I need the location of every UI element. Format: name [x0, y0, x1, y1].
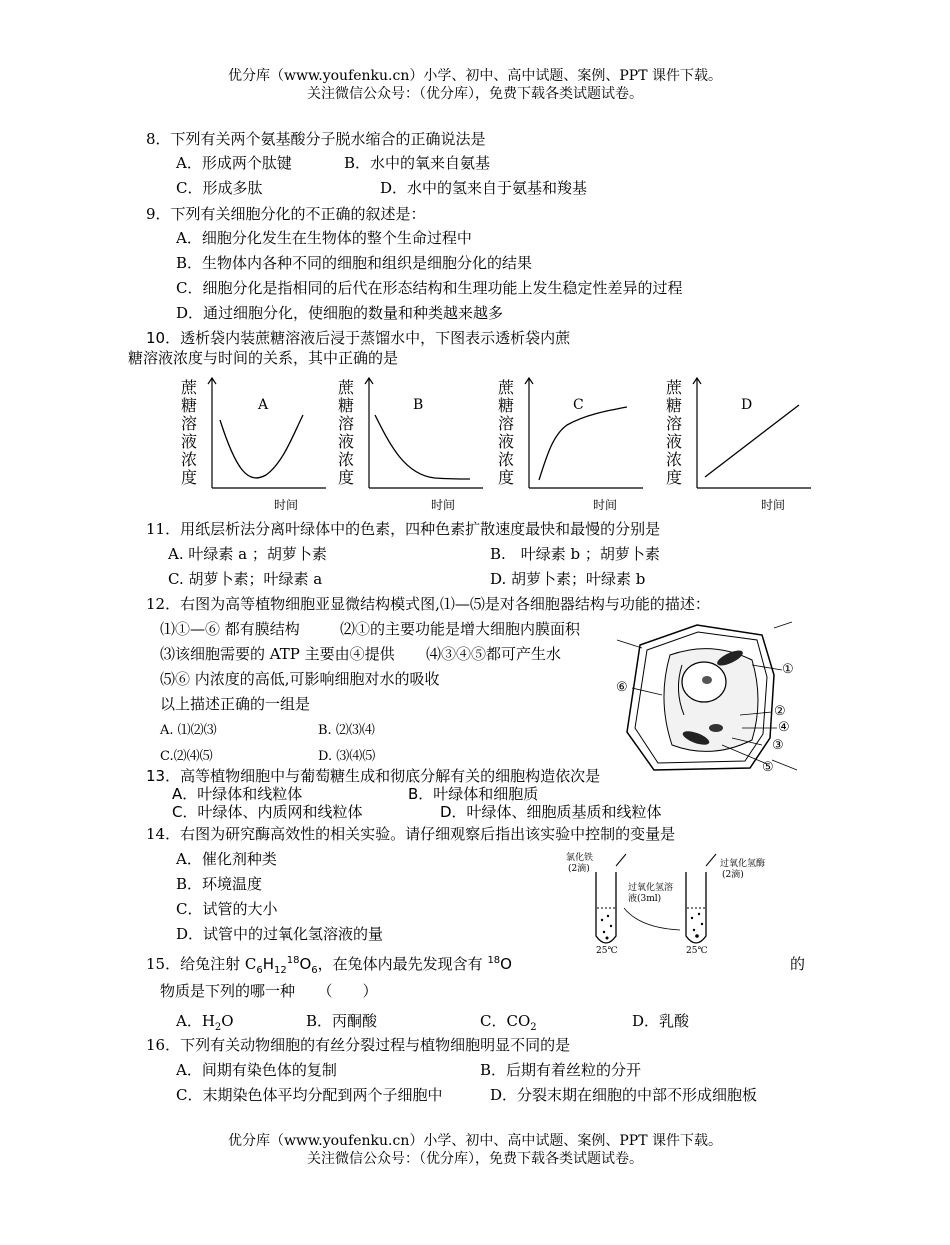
q15-option-d: D．乳酸 [632, 1012, 690, 1030]
q15-sub-12: 12 [274, 965, 287, 976]
graph-d [663, 375, 813, 515]
cell-label-4: ④ [778, 720, 790, 735]
q13-option-a: A．叶绿体和线粒体 [172, 785, 303, 803]
graph-c-label: C [573, 397, 584, 413]
q15-a-pre: A．H [176, 1012, 215, 1030]
q15-h: H [262, 955, 274, 973]
fig-left-sub: (2滴) [568, 864, 590, 874]
header-line-2: 关注微信公众号：（优分库），免费下载各类试题试卷。 [307, 86, 643, 102]
fig-right-temp: 25℃ [686, 946, 708, 956]
q16-option-c: C．末期染色体平均分配到两个子细胞中 [176, 1086, 443, 1104]
q12-statement-2: ⑵①的主要功能是增大细胞内膜面积 [340, 620, 581, 638]
fig-mid-sub: 液(3ml) [628, 894, 662, 904]
q12-statement-4: ⑷③④⑤都可产生水 [426, 645, 562, 663]
graph-b [335, 375, 485, 515]
q14-option-b: B．环境温度 [176, 875, 263, 893]
q13-stem: 13．高等植物细胞中与葡萄糖生成和彻底分解有关的细胞构造依次是 [146, 767, 601, 785]
graph-d-xlabel: 时间 [761, 498, 786, 512]
q15-sub-6b: 6 [311, 965, 318, 976]
q10-stem-line2: 糖溶液浓度与时间的关系，其中正确的是 [128, 349, 399, 367]
header-line-1: 优分库（www.youfenku.cn）小学、初中、高中试题、案例、PPT 课件下载。 [227, 68, 722, 84]
fig-right-label: 过氧化氢酶 [720, 859, 766, 869]
q15-option-a [176, 1010, 234, 1033]
q15-option-b: B．丙酮酸 [306, 1012, 378, 1030]
fig-left-temp: 25℃ [596, 946, 618, 956]
q12-option-b: B. ⑵⑶⑷ [318, 723, 375, 738]
q15-o6: O [299, 955, 312, 973]
cell-label-5: ⑤ [762, 760, 774, 775]
q9-stem: 9．下列有关细胞分化的不正确的叙述是： [146, 205, 426, 223]
q16-option-b: B．后期有着丝粒的分开 [480, 1061, 642, 1079]
graph-b-ylabel: 蔗糖溶液浓度 [337, 378, 354, 487]
q12-stem: 12．右图为高等植物细胞亚显微结构模式图,⑴—⑸是对各细胞器结构与功能的描述： [146, 595, 710, 613]
graph-b-label: B [413, 397, 424, 413]
graph-a-xlabel: 时间 [274, 498, 299, 512]
fig-right-sub: (2滴) [722, 870, 744, 880]
q15-stem-b: ，在兔体内最先发现含有 [317, 955, 488, 973]
q15-c-pre: C．CO [480, 1012, 531, 1030]
cell-label-2: ② [774, 704, 786, 719]
q8-option-d: D．水中的氢来自于氨基和羧基 [380, 179, 588, 197]
fig-left-label: 氯化铁 [566, 853, 594, 863]
graph-b-xlabel: 时间 [431, 498, 456, 512]
q14-option-d: D．试管中的过氧化氢溶液的量 [176, 925, 384, 943]
q11-option-a: A. 叶绿素 a ；胡萝卜素 [168, 545, 327, 563]
q14-option-a: A．催化剂种类 [176, 850, 277, 868]
graph-c-xlabel: 时间 [593, 498, 618, 512]
graph-c-axes [495, 375, 645, 515]
cell-label-6: ⑥ [616, 680, 628, 695]
q11-stem: 11．用纸层析法分离叶绿体中的色素，四种色素扩散速度最快和最慢的分别是 [146, 520, 661, 538]
q15-a-sub: 2 [214, 1022, 222, 1033]
q12-statement-3: ⑶该细胞需要的 ATP 主要由④提供 [160, 645, 395, 663]
cell-label-3: ③ [772, 738, 784, 753]
graph-d-axes [663, 375, 813, 515]
graph-a-label: A [258, 397, 269, 413]
fig-mid-label: 过氧化氢溶 [628, 883, 674, 893]
q11-option-c: C. 胡萝卜素；叶绿素 a [168, 570, 323, 588]
q16-option-d: D．分裂末期在细胞的中部不形成细胞板 [490, 1086, 758, 1104]
q15-option-c [480, 1010, 537, 1033]
q8-stem: 8．下列有关两个氨基酸分子脱水缩合的正确说法是 [146, 130, 486, 148]
q14-stem: 14．右图为研究酶高效性的相关实验。请仔细观察后指出该实验中控制的变量是 [146, 825, 676, 843]
q15-sub-6: 6 [256, 965, 263, 976]
q12-option-c: C.⑵⑷⑸ [160, 749, 213, 764]
q11-option-d: D. 胡萝卜素；叶绿素 b [490, 570, 646, 588]
q10-stem-line1: 10．透析袋内装蔗糖溶液后浸于蒸馏水中，下图表示透析袋内蔗 [146, 329, 571, 347]
plant-cell-diagram [612, 620, 807, 775]
q9-option-b: B．生物体内各种不同的细胞和组织是细胞分化的结果 [176, 254, 533, 272]
q8-option-a: A．形成两个肽键 [176, 154, 292, 172]
q15-o: O [500, 955, 512, 973]
q9-option-c: C．细胞分化是指相同的后代在形态结构和生理功能上发生稳定性差异的过程 [176, 279, 683, 297]
q11-option-b: B. 叶绿素 b ；胡萝卜素 [490, 545, 660, 563]
graph-a [178, 375, 328, 515]
q12-option-d: D. ⑶⑷⑸ [318, 749, 376, 764]
q12-statement-1: ⑴①—⑥ 都有膜结构 [160, 620, 300, 638]
graph-a-axes [178, 375, 328, 515]
q16-stem: 16．下列有关动物细胞的有丝分裂过程与植物细胞明显不同的是 [146, 1036, 571, 1054]
graph-c [495, 375, 645, 515]
q15-sup-18b: 18 [487, 955, 501, 966]
q15-c-sub: 2 [530, 1022, 537, 1033]
q9-option-a: A．细胞分化发生在生物体的整个生命过程中 [176, 229, 472, 247]
q16-option-a: A．间期有染色体的复制 [176, 1061, 337, 1079]
cell-label-1: ① [782, 662, 794, 677]
q12-statement-5: ⑸⑥ 内浓度的高低,可影响细胞对水的吸收 [160, 670, 440, 688]
graph-b-axes [335, 375, 485, 515]
graph-c-ylabel: 蔗糖溶液浓度 [497, 378, 514, 487]
q15-a-post: O [221, 1012, 234, 1030]
q13-option-b: B．叶绿体和细胞质 [408, 785, 539, 803]
q15-stem-a: 15．给兔注射 C [146, 955, 257, 973]
q8-option-c: C．形成多肽 [176, 179, 263, 197]
graph-d-ylabel: 蔗糖溶液浓度 [665, 378, 682, 487]
q12-prompt: 以上描述正确的一组是 [160, 695, 311, 713]
q9-option-d: D．通过细胞分化，使细胞的数量和种类越来越多 [176, 304, 504, 322]
q15-stem-end: 的 [790, 955, 806, 973]
q15-stem [146, 953, 512, 976]
enzyme-experiment-figure [560, 848, 790, 958]
q8-option-b: B．水中的氧来自氨基 [344, 154, 491, 172]
footer-line-2: 关注微信公众号：（优分库），免费下载各类试题试卷。 [307, 1151, 643, 1167]
graph-d-label: D [741, 397, 753, 413]
q15-sup-18a: 18 [286, 955, 300, 966]
q13-option-d: D．叶绿体、细胞质基质和线粒体 [440, 803, 662, 821]
q12-option-a: A. ⑴⑵⑶ [160, 723, 217, 738]
graph-a-ylabel: 蔗糖溶液浓度 [180, 378, 197, 487]
footer-line-1: 优分库（www.youfenku.cn）小学、初中、高中试题、案例、PPT 课件下载。 [227, 1133, 722, 1149]
q14-option-c: C．试管的大小 [176, 900, 278, 918]
q15-stem-line2: 物质是下列的哪一种 （ ） [160, 982, 378, 1000]
q13-option-c: C．叶绿体、内质网和线粒体 [172, 803, 363, 821]
